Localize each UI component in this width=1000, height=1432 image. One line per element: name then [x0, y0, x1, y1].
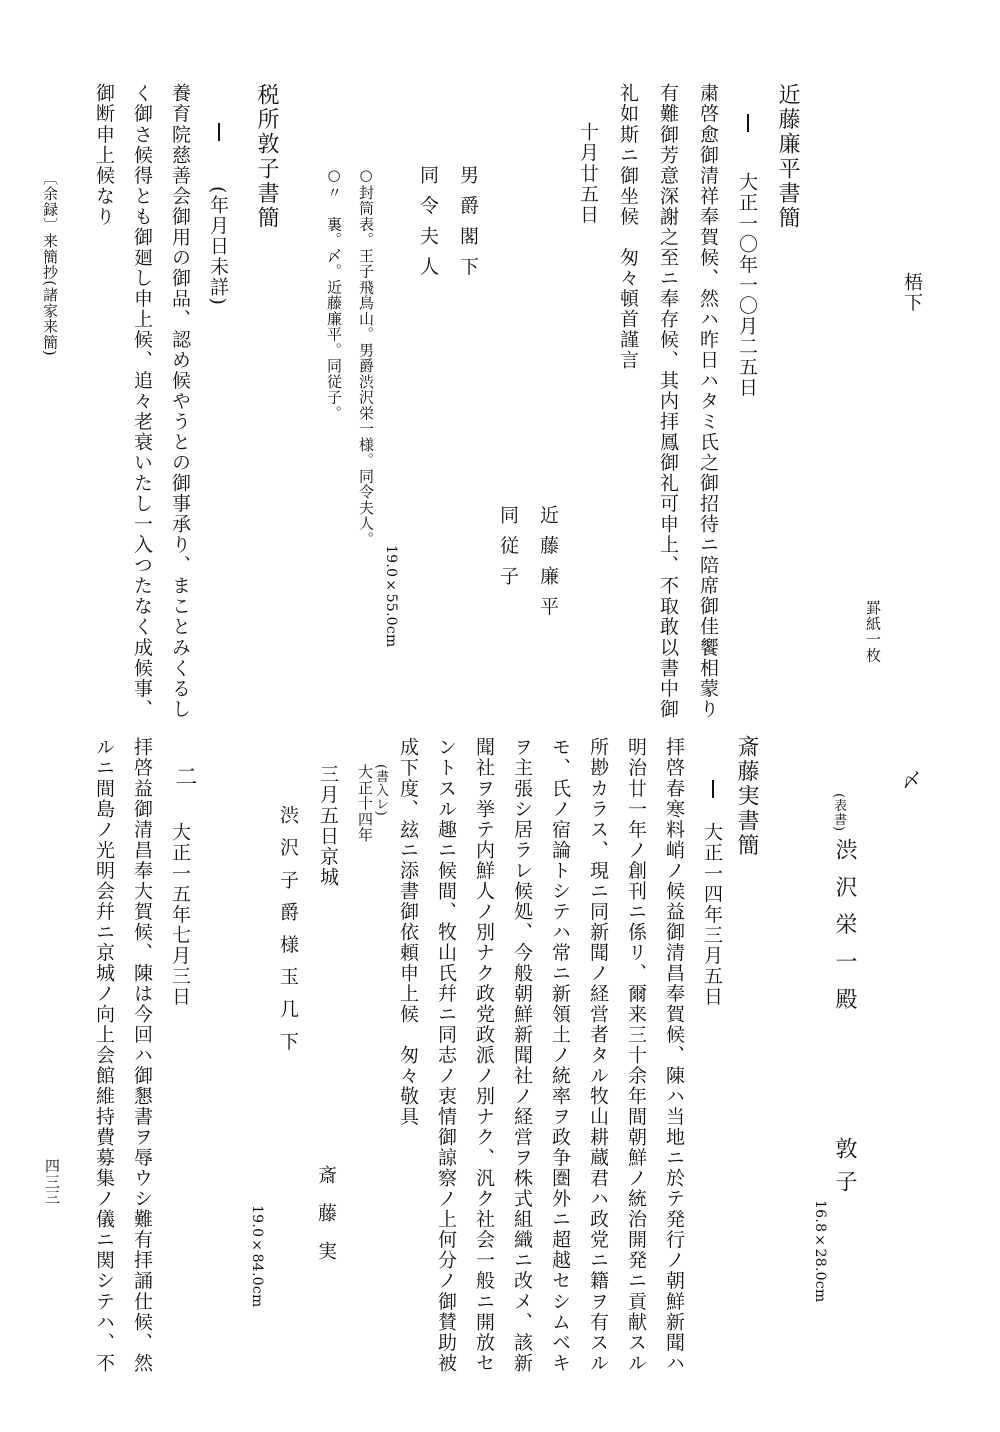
saito-line-1: 拝啓春寒料峭ノ候益御清昌奉賀候、陳ハ当地ニ於テ発行ノ朝鮮新聞ハ [663, 737, 685, 1374]
zeisho-title: 税所敦子書簡 [254, 83, 279, 231]
saito-line-5: ヲ主張シ居ラレ候処、今般朝鮮新聞社ノ経営ヲ株式組織ニ改メ、該新 [511, 737, 533, 1374]
saito-recipient: 渋沢子爵様玉几下 [277, 805, 299, 1064]
kondo-line-2: 有難御芳意深謝之至ニ奉存候、其内拝鳳御礼可申上、不取敢以書中御 [657, 83, 679, 720]
kondo-title: 近藤廉平書簡 [775, 83, 800, 231]
shime-mark: 〆 [899, 770, 921, 791]
kondo-note-2: ○〃 裏。〆。近藤廉平。同従子。 [325, 166, 343, 421]
saito-line-4: モ、氏ノ宿論トシテハ常ニ新領土ノ統率ヲ政争圏外ニ超越セシムベキ [549, 737, 571, 1374]
saito-line-3: 所尠カラス、現ニ同新聞ノ経営者タル牧山耕蔵君ハ政党ニ籍ヲ有スル [587, 737, 609, 1374]
kondo-recipient-1: 男爵閣下 [457, 165, 479, 287]
running-title: 〔余録〕来簡抄(諸家来簡) [41, 170, 59, 357]
kondo-sender-2: 同従子 [497, 505, 519, 597]
keishi-note: 罫紙一枚 [864, 600, 882, 663]
page-number: 四三三 [43, 1158, 61, 1206]
saito-title: 斎藤実書簡 [734, 735, 759, 859]
kondo-recipient-2: 同令夫人 [417, 165, 439, 287]
kondo-size: 19.0×55.0cm [383, 545, 399, 648]
saito-sender: 斎藤実 [315, 1165, 337, 1279]
shibusawa-name: 渋沢栄一殿 [832, 838, 857, 1025]
saito-line-8: 成下度、玆ニ添書御依頼申上候 匆々敬具 [397, 737, 419, 1127]
zeisho-number-mark [218, 123, 220, 141]
saito2-line-2: ルニ間島ノ光明会幷ニ京城ノ向上会館維持費募集ノ儀ニ関シテハ、不 [93, 737, 115, 1374]
zeisho-line-2: く御さ候得とも御廻し申上候、追々老衰いたし一入つたなく成候事、 [131, 83, 153, 720]
saito-annotation: (書入レ) [373, 764, 388, 817]
zeisho-line-1: 養育院慈善会御用の御品、認め候やうとの御事承り、まことみくるし [169, 83, 191, 720]
saito-date-line: 三月五日京城 [317, 764, 339, 888]
kondo-sender-1: 近藤廉平 [537, 505, 559, 627]
zeisho-date: (年月日未詳) [207, 186, 229, 307]
zeisho-line-3: 御断申上候なり [93, 83, 115, 227]
saito-size: 19.0×84.0cm [249, 1205, 265, 1308]
saito2-number: 二 [172, 765, 197, 790]
kondo-date-line: 十月廿五日 [577, 122, 599, 225]
kondo-note-1: ○封筒表。王子飛鳥山。男爵渋沢栄一様。同令夫人。 [357, 166, 375, 547]
kondo-line-3: 礼如斯ニ御坐候 匆々頓首謹言 [617, 83, 639, 371]
saito-line-2: 明治廿一年ノ創刊ニ係リ、爾来三十余年間朝鮮ノ統治開発ニ貢献スル [625, 737, 647, 1374]
shibusawa-size: 16.8×28.0cm [812, 1200, 828, 1303]
gaka-text: 梧下 [901, 272, 923, 314]
saito-date: 大正一四年三月五日 [701, 822, 723, 1007]
saito2-date: 大正一五年七月三日 [169, 822, 191, 1007]
shibusawa-annotation: (表書) [831, 793, 846, 832]
saito-line-7: ントスル趣ニ候間、牧山氏幷ニ同志ノ衷情御諒察ノ上何分ノ御賛助被 [435, 737, 457, 1374]
saito-year: 大正十四年 [356, 764, 374, 843]
shibusawa-sender: 敦子 [832, 1137, 857, 1203]
kondo-line-1: 粛啓愈御清祥奉賀候、然ハ昨日ハタミ氏之御招待ニ陪席御佳饗相蒙り [697, 83, 719, 720]
saito-line-6: 聞社ヲ挙テ内鮮人ノ別ナク政党政派ノ別ナク、汎ク社会一般ニ開放セ [473, 737, 495, 1374]
saito-number-mark [712, 780, 714, 798]
saito2-line-1: 拝啓益御清昌奉大賀候、陳は今回ハ御懇書ヲ辱ウシ難有拝誦仕候、然 [131, 737, 153, 1374]
kondo-number-mark [747, 114, 749, 132]
kondo-date: 大正一〇年一〇月二五日 [736, 172, 758, 398]
